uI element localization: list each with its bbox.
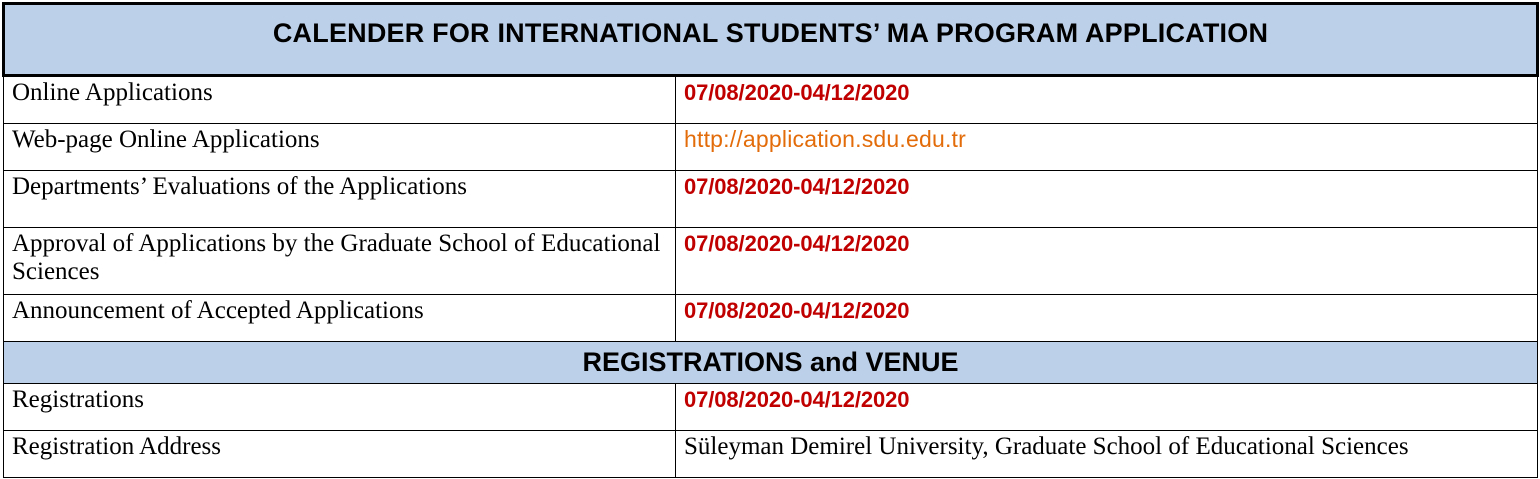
- table-row: [4, 295, 1538, 342]
- row-value-approval-of-applications: [676, 228, 1538, 295]
- table-row: [4, 431, 1538, 478]
- date-text: 07/08/2020-04/12/2020: [684, 174, 910, 200]
- calendar-table: [2, 2, 1539, 478]
- row-value-registrations: [676, 384, 1538, 431]
- row-value-departments-evaluations: [676, 171, 1538, 228]
- section-heading-registrations-venue: REGISTRATIONS and VENUE: [4, 342, 1538, 384]
- table-row: [4, 384, 1538, 431]
- table-row: [4, 124, 1538, 171]
- page-title: CALENDER FOR INTERNATIONAL STUDENTS’ MA PROGRAM APPLICATION: [4, 4, 1538, 76]
- row-label-registrations: Registrations: [4, 384, 676, 431]
- row-value-registration-address: [676, 431, 1538, 478]
- row-value-online-applications: [676, 76, 1538, 124]
- row-label-registration-address: Registration Address: [4, 431, 676, 478]
- row-label-webpage-online-applications: Web-page Online Applications: [4, 124, 676, 171]
- date-text: 07/08/2020-04/12/2020: [684, 231, 910, 257]
- calendar-document: [0, 2, 1540, 479]
- table-row: [4, 171, 1538, 228]
- application-website-link[interactable]: http://application.sdu.edu.tr: [684, 126, 966, 153]
- row-label-departments-evaluations: Departments’ Evaluations of the Applications: [4, 171, 676, 228]
- section-heading-row: [4, 342, 1538, 384]
- date-text: 07/08/2020-04/12/2020: [684, 298, 910, 324]
- row-label-announcement-accepted: Announcement of Accepted Applications: [4, 295, 676, 342]
- registration-address-text: Süleyman Demirel University, Graduate School of Educational Sciences: [684, 433, 1409, 461]
- row-value-webpage-online-applications: [676, 124, 1538, 171]
- table-row: [4, 228, 1538, 295]
- date-text: 07/08/2020-04/12/2020: [684, 80, 910, 106]
- table-title-row: [4, 4, 1538, 76]
- row-label-online-applications: Online Applications: [4, 76, 676, 124]
- table-row: [4, 76, 1538, 124]
- date-text: 07/08/2020-04/12/2020: [684, 387, 910, 413]
- row-label-approval-of-applications: Approval of Applications by the Graduate School of Educational Sciences: [4, 228, 676, 295]
- row-value-announcement-accepted: [676, 295, 1538, 342]
